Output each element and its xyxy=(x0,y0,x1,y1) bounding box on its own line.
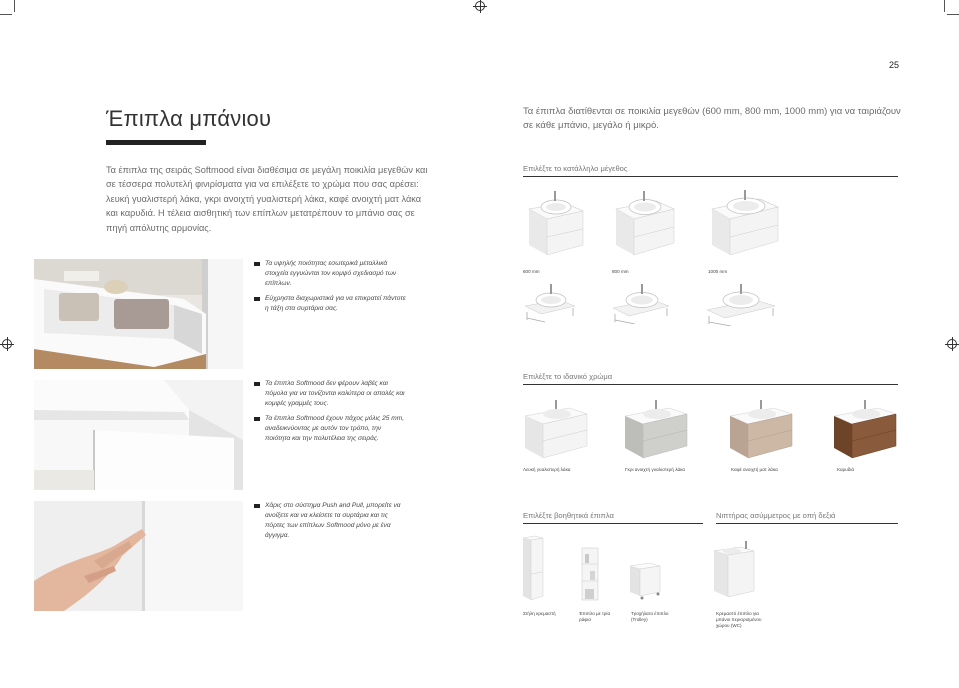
title-underline xyxy=(106,140,206,145)
trolley-unit xyxy=(628,560,662,605)
crop-mark xyxy=(14,0,15,12)
color-vanity-walnut xyxy=(832,396,900,465)
color-label-light-brown: Καφέ ανοιχτή ματ λάκα xyxy=(731,467,778,472)
size-vanity-1000 xyxy=(708,185,782,262)
size-vanity-800 xyxy=(612,185,678,262)
tall-column-unit xyxy=(521,534,545,607)
crop-mark xyxy=(0,14,12,15)
registration-mark-left xyxy=(2,339,12,349)
cabinet-edge-photo xyxy=(34,380,243,490)
aux-section-heading: Επιλέξτε βοηθητικά έπιπλα xyxy=(523,511,703,524)
feature-bullets-3 xyxy=(254,501,406,546)
feature-text: Χάρις στο σύστημα Push and Pull, μπορείτε να ανοίξετε και να κλείσετε τα συρτάρια και τις πόρτες των επίπλων Softmood μόνο με ένα άγγιγμα. xyxy=(254,501,406,541)
aux-label-trolley: Τροχήλατο έπιπλο (Trolley) xyxy=(631,611,669,622)
size-label-800: 800 mm xyxy=(612,269,629,274)
feature-text: Τα έπιπλα Softmood έχουν πάχος μόλις 25 mm, αναδεικνύοντας με αυτόν τον τρόπο, την ποιότητα και την πολυτέλεια της σειράς. xyxy=(254,414,406,444)
color-label-light-grey: Γκρι ανοιχτή γυαλιστερή λάκα xyxy=(625,467,686,472)
size-basin-800 xyxy=(611,280,673,329)
aux-label-column: Στήλη κρεμαστή xyxy=(523,611,556,616)
color-section-heading: Επιλέξτε το ιδανικό χρώμα xyxy=(523,372,898,385)
three-shelf-unit xyxy=(578,546,602,607)
page-number: 25 xyxy=(889,60,900,70)
size-basin-1000 xyxy=(705,280,777,331)
color-vanity-white xyxy=(523,396,591,465)
wc-label: Κρεμαστό έπιπλο για μπάνιο περιορισμένου χώρου (WC) xyxy=(716,611,762,628)
crop-mark xyxy=(947,14,959,15)
color-vanity-light-brown xyxy=(728,396,796,465)
feature-bullets-2 xyxy=(254,379,406,449)
color-vanity-light-grey xyxy=(623,396,691,465)
size-label-1000: 1000 mm xyxy=(708,269,728,274)
registration-mark-top xyxy=(475,1,485,11)
color-label-white: Λευκή γυαλιστερή λάκα xyxy=(523,467,571,472)
feature-text: Εύχρηστα διαχωριστικά για να επικρατεί πάντοτε η τάξη στα συρτάρια σας. xyxy=(254,294,406,314)
wc-section-heading: Νιπτήρας ασύμμετρος με οπή δεξιά xyxy=(716,511,898,524)
feature-text: Τα υψηλής ποιότητας εσωτερικά μεταλλικά στοιχεία εγγυώνται τον κομψό σχεδιασμό των επίπλων. xyxy=(254,259,406,289)
push-pull-hand-photo xyxy=(34,501,243,611)
registration-mark-right xyxy=(947,339,957,349)
wc-compact-unit xyxy=(712,539,756,606)
size-basin-600 xyxy=(523,280,579,329)
size-section-heading: Επιλέξτε το κατάλληλο μέγεθος xyxy=(523,164,898,177)
lead-paragraph: Τα έπιπλα διατίθενται σε ποικιλία μεγεθών (600 mm, 800 mm, 1000 mm) για να ταιριάζουν σε κάθε μπάνιο, μεγάλο ή μικρό. xyxy=(523,106,901,131)
size-label-600: 600 mm xyxy=(523,269,540,274)
color-label-walnut: Καρυδιά xyxy=(837,467,855,472)
crop-mark xyxy=(944,0,945,12)
page-title: Έπιπλα μπάνιου xyxy=(106,106,272,131)
aux-label-shelf: Έπιπλο με τρία ράφια xyxy=(579,611,611,622)
size-vanity-600 xyxy=(525,185,587,262)
drawer-interior-photo xyxy=(34,259,243,369)
feature-text: Τα έπιπλα Softmood δεν φέρουν λαβές και πόμολα για να τονίζονται καλύτερα οι απαλές και κομψές γραμμές τους. xyxy=(254,379,406,409)
intro-paragraph: Τα έπιπλα της σειράς Softmood είναι διαθέσιμα σε μεγάλη ποικιλία μεγεθών και σε τέσσερα πολυτελή φινιρίσματα για να επιλέξετε το χρώμα που σας αρέσει: λευκή γυαλιστερή λάκα, γκρι ανοιχτή γυαλιστερή λάκα, καφέ ανοιχτή ματ λάκα και καρυδιά. Η τέλεια αισθητική των επίπλων μετατρέπουν το μπάνιο σας σε πηγή απόλυτης αρμονίας. xyxy=(106,165,428,233)
feature-bullets-1 xyxy=(254,259,406,319)
